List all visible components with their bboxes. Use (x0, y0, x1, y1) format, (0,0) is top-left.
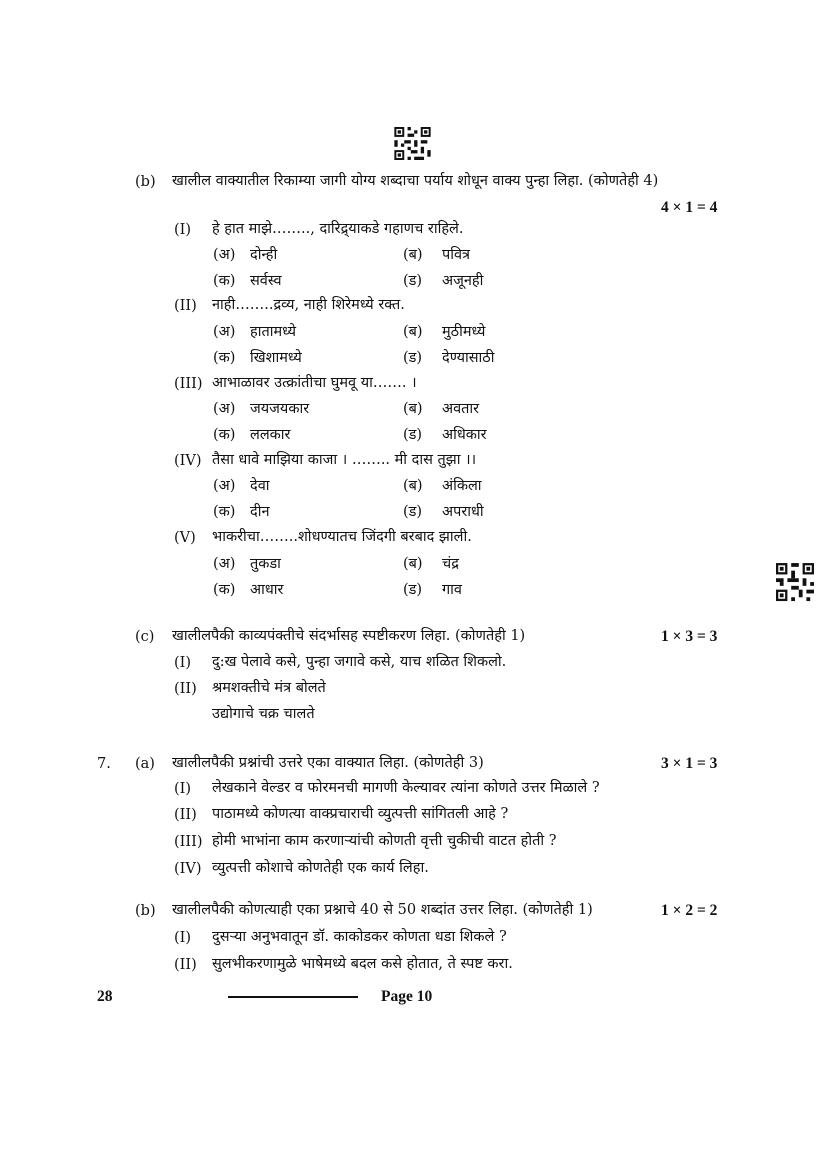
footer-divider (228, 996, 358, 998)
option-label: (अ) (213, 478, 236, 494)
option-label: (ड) (403, 427, 423, 443)
section-b-marks: 4 × 1 = 4 (661, 199, 718, 216)
option-label: (अ) (213, 324, 236, 340)
option-text: पवित्र (442, 247, 471, 263)
item-text: दुसऱ्या अनुभवातून डॉ. काकोडकर कोणता धडा शिकले ? (212, 929, 507, 945)
option-text: तुकडा (250, 556, 281, 572)
option-text: दीन (250, 504, 270, 520)
option-label: (ड) (403, 350, 423, 366)
item-number: (II) (174, 957, 197, 973)
item-text: व्युत्पत्ती कोशाचे कोणतेही एक कार्य लिहा. (212, 860, 429, 876)
question-text: हे हात माझे…….., दारिद्र्याकडे गहाणच राहिले. (212, 221, 464, 237)
question-number: (I) (174, 222, 192, 238)
question-text: भाकरीचा……..शोधण्यातच जिंदगी बरबाद झाली. (212, 529, 472, 545)
option-text: सर्वस्व (250, 273, 282, 289)
option-label: (ब) (403, 478, 423, 494)
item-number: (IV) (174, 861, 202, 877)
option-text: गाव (442, 582, 462, 598)
item-text: दु:ख पेलावे कसे, पुन्हा जगावे कसे, याच शळित शिकलो. (212, 654, 507, 670)
item-number: (I) (174, 655, 192, 671)
question-number: (V) (174, 530, 196, 546)
section-b-label: (b) (135, 174, 156, 190)
question-7-number: 7. (97, 756, 111, 772)
item-text: पाठामध्ये कोणत्या वाक्प्रचाराची व्युत्पत्ती सांगितली आहे ? (212, 806, 509, 822)
section-c-instruction: खालीलपैकी काव्यपंक्तीचे संदर्भासह स्पष्टीकरण लिहा. (कोणतेही 1) (172, 628, 526, 644)
question-number: (III) (174, 376, 203, 392)
section-7b-label: (b) (135, 903, 156, 919)
option-text: अपराधी (442, 504, 484, 520)
section-c-label: (c) (135, 629, 155, 645)
section-7a-marks: 3 × 1 = 3 (661, 755, 718, 772)
item-text: श्रमशक्तीचे मंत्र बोलते (212, 680, 326, 696)
option-label: (क) (213, 350, 236, 366)
item-number: (I) (174, 930, 192, 946)
option-label: (क) (213, 504, 236, 520)
option-label: (ब) (403, 556, 423, 572)
option-label: (ब) (403, 324, 423, 340)
option-label: (अ) (213, 556, 236, 572)
option-text: अवतार (442, 401, 480, 417)
option-label: (अ) (213, 401, 236, 417)
section-7b-marks: 1 × 2 = 2 (661, 902, 718, 919)
option-label: (क) (213, 273, 236, 289)
section-7b-instruction: खालीलपैकी कोणत्याही एका प्रश्नाचे 40 से 50 शब्दांत उत्तर लिहा. (कोणतेही 1) (172, 902, 593, 918)
item-text-line2: उद्योगाचे चक्र चालते (212, 706, 315, 722)
item-number: (I) (174, 781, 192, 797)
item-text: होमी भाभांना काम करणाऱ्यांची कोणती वृत्ती चुकीची वाटत होती ? (212, 833, 557, 849)
option-text: खिशामध्ये (250, 350, 302, 366)
option-label: (ड) (403, 582, 423, 598)
qr-code-icon (394, 127, 431, 160)
option-label: (ब) (403, 247, 423, 263)
question-text: आभाळावर उत्क्रांतीचा घुमवू या……. । (212, 375, 417, 391)
question-number: (II) (174, 298, 197, 314)
paper-code: 28 (97, 988, 113, 1005)
item-number: (II) (174, 807, 197, 823)
option-label: (ब) (403, 401, 423, 417)
item-text: सुलभीकरणामुळे भाषेमध्ये बदल कसे होतात, ते स्पष्ट करा. (212, 956, 513, 972)
option-text: हातामध्ये (250, 324, 297, 340)
option-text: चंद्र (442, 556, 459, 572)
option-text: देवा (250, 478, 270, 494)
side-qr-code-icon (776, 563, 814, 603)
option-text: आधार (250, 582, 284, 598)
option-text: अधिकार (442, 427, 487, 443)
option-label: (ड) (403, 273, 423, 289)
option-label: (क) (213, 582, 236, 598)
option-text: जयजयकार (250, 401, 310, 417)
option-text: दोन्ही (250, 247, 278, 263)
option-label: (ड) (403, 504, 423, 520)
option-text: अजूनही (442, 273, 484, 289)
page-number: Page 10 (381, 988, 433, 1005)
question-number: (IV) (174, 453, 202, 469)
item-number: (III) (174, 834, 203, 850)
item-text: लेखकाने वेल्डर व फोरमनची मागणी केल्यावर त्यांना कोणते उत्तर मिळाले ? (212, 780, 600, 796)
section-b-instruction: खालील वाक्यातील रिकाम्या जागी योग्य शब्दाचा पर्याय शोधून वाक्य पुन्हा लिहा. (कोणतेही 4) (172, 173, 659, 189)
option-text: ललकार (250, 427, 291, 443)
item-number: (II) (174, 681, 197, 697)
section-7a-label: (a) (135, 756, 155, 772)
question-text: नाही……..द्रव्य, नाही शिरेमध्ये रक्त. (212, 297, 405, 313)
option-text: मुठीमध्ये (442, 324, 486, 340)
section-7a-instruction: खालीलपैकी प्रश्नांची उत्तरे एका वाक्यात लिहा. (कोणतेही 3) (172, 755, 484, 771)
option-text: अंकिला (442, 478, 482, 494)
option-text: देण्यासाठी (442, 350, 495, 366)
section-c-marks: 1 × 3 = 3 (661, 628, 718, 645)
option-label: (अ) (213, 247, 236, 263)
option-label: (क) (213, 427, 236, 443)
question-text: तैसा धावे माझिया काजा । …….. मी दास तुझा ।। (212, 452, 477, 468)
